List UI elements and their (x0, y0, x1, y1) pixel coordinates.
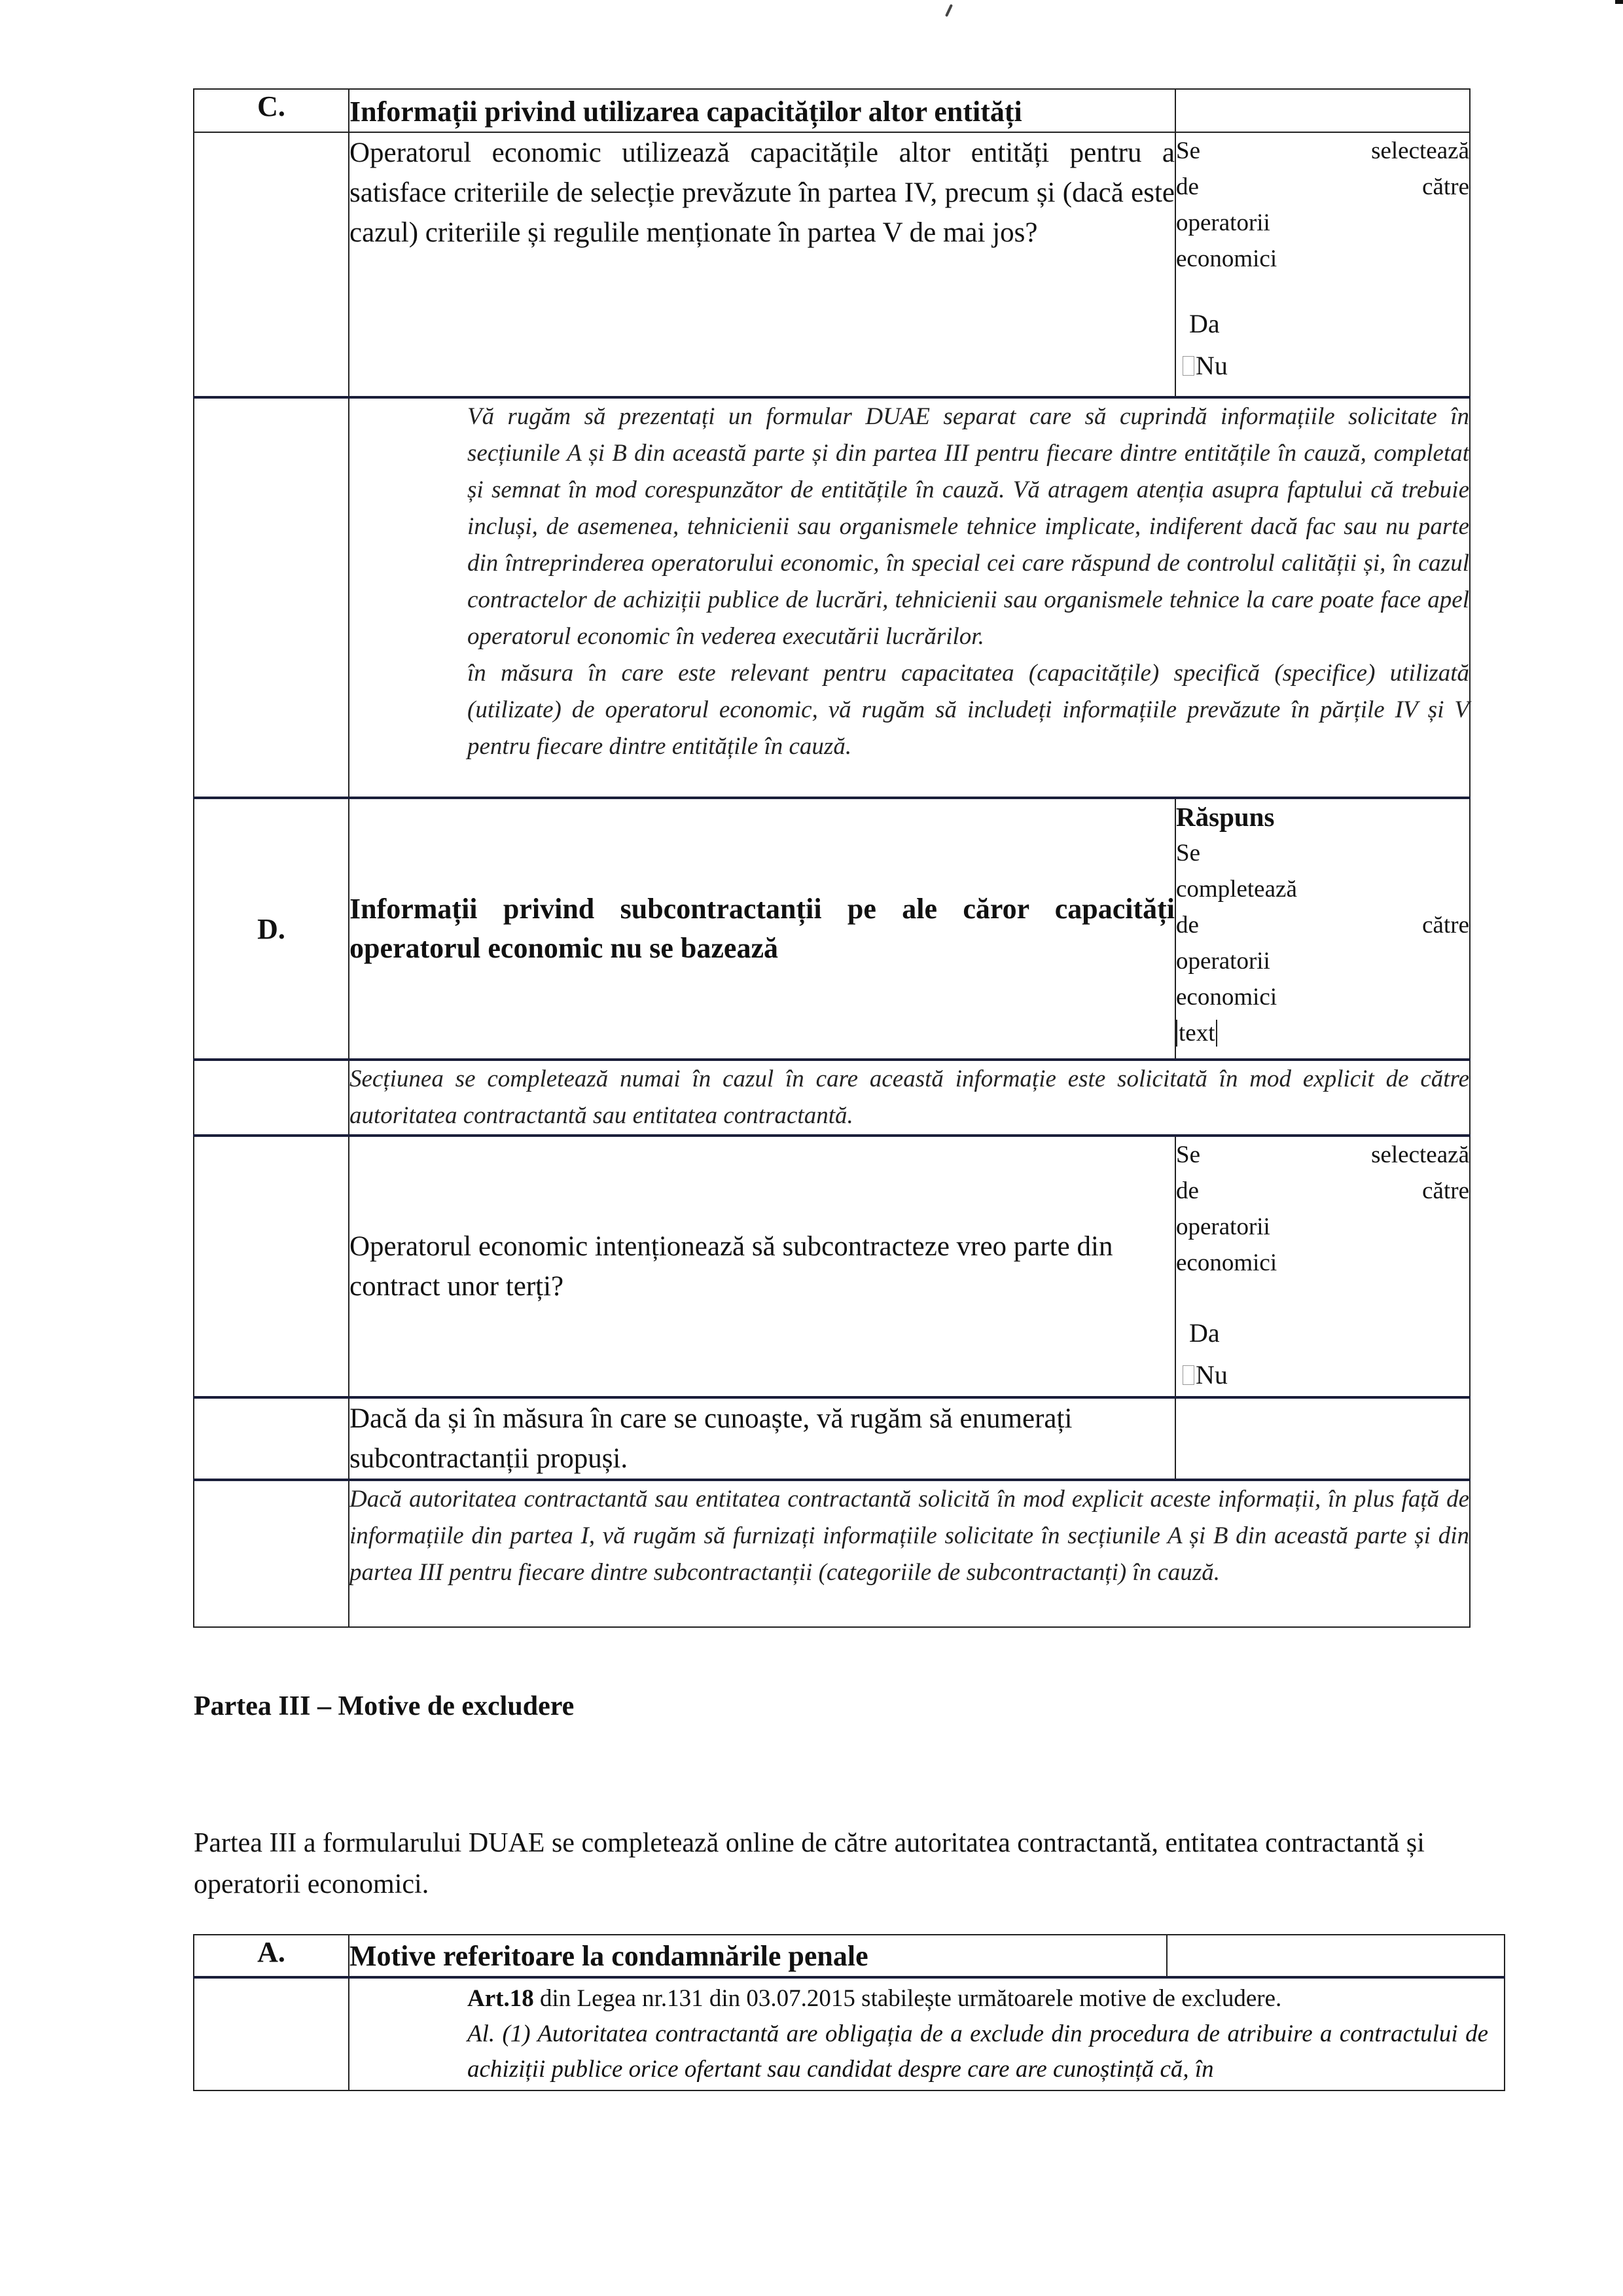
section-d-question: Operatorul economic intenționează să subcontracteze vreo parte din contract unor terți? (349, 1136, 1175, 1397)
option-yes[interactable] (1176, 303, 1469, 345)
answer-hint-line: operatorii (1176, 1213, 1270, 1240)
option-yes-label: Da (1189, 1318, 1220, 1348)
section-d-question-row (194, 1136, 1470, 1397)
section-c-header-empty (1175, 89, 1470, 132)
section-a-title: Motive referitoare la condamnările penale (349, 1935, 1167, 1977)
answer-hint-line: de către (1176, 912, 1469, 939)
duae-table-part-ii (193, 88, 1471, 1628)
empty-cell (194, 1136, 349, 1397)
option-yes-label: Da (1189, 309, 1220, 338)
section-d-title: Informații privind subcontractanții pe ale căror capacități operatorul economic nu se bazează (349, 798, 1175, 1060)
answer-hint-line: de către (1176, 1177, 1469, 1204)
section-c-note-row (194, 397, 1470, 798)
section-d-answer-input[interactable] (1175, 1397, 1470, 1480)
answer-hint-line: operatorii (1176, 948, 1270, 975)
option-no[interactable] (1176, 345, 1469, 387)
section-c-header-row (194, 89, 1470, 132)
section-c-notes (349, 397, 1470, 798)
section-a-article (467, 1981, 1488, 2017)
scan-artifact-edge (1615, 0, 1623, 4)
answer-label: Răspuns (1176, 802, 1275, 832)
empty-cell (194, 132, 349, 397)
answer-hint-line: economici (1176, 1249, 1277, 1276)
empty-cell (194, 1397, 349, 1480)
section-c-title: Informații privind utilizarea capacităților altor entități (349, 89, 1175, 132)
answer-hint-line: operatorii (1176, 209, 1270, 236)
section-d-answer-cell (1175, 798, 1470, 1060)
section-a-header-empty (1167, 1935, 1505, 1977)
section-d-note-2-row (194, 1480, 1470, 1627)
answer-hint-line: Se (1176, 840, 1200, 867)
empty-cell (194, 397, 349, 798)
section-a-letter: A. (194, 1935, 349, 1977)
section-d-select-cell (1175, 1136, 1470, 1397)
part-iii-heading: Partea III – Motive de excludere (194, 1691, 575, 1721)
empty-cell (194, 1977, 349, 2090)
scan-artifact-mark (945, 4, 953, 17)
section-a-body-row (194, 1977, 1505, 2090)
option-yes[interactable] (1176, 1312, 1469, 1354)
option-no-label: Nu (1196, 1360, 1228, 1390)
answer-hint-line: economici (1176, 984, 1277, 1011)
answer-hint-line: de către (1176, 173, 1469, 200)
checkbox-icon[interactable] (1183, 356, 1194, 376)
empty-cell (194, 1060, 349, 1136)
section-a-paragraph: Al. (1) Autoritatea contractantă are obligația de a exclude din procedura de atribuire a contractului de achiziții publice orice ofertant sau candidat despre care are cunoștință că, în (467, 2020, 1488, 2083)
section-d-question-2-row (194, 1397, 1470, 1480)
article-text: din Legea nr.131 din 03.07.2015 stabilește următoarele motive de excludere. (533, 1985, 1282, 2012)
answer-text-field[interactable]: text (1176, 1020, 1217, 1047)
part-iii-intro: Partea III a formularului DUAE se completează online de către autoritatea contractantă, entitatea contractantă și operatorii economici. (194, 1828, 1425, 1899)
section-c-note-2: în măsura în care este relevant pentru capacitatea (capacitățile) specifică (specifice) utilizată (utilizate) de operatorul economic, vă rugăm să includeți informațiile prevăzute în părțile IV și V pentru fiecare dintre entitățile în cauză. (467, 660, 1469, 760)
section-d-question-2: Dacă da și în măsura în care se cunoaște, vă rugăm să enumerați subcontractanții propuși. (349, 1397, 1175, 1480)
article-label: Art.18 (467, 1985, 534, 2012)
section-c-answer-cell (1175, 132, 1470, 397)
section-c-question: Operatorul economic utilizează capacitățile altor entități pentru a satisface criteriile de selecție prevăzute în partea IV, precum și (dacă este cazul) criteriile și regulile menționate în partea V de mai jos? (349, 132, 1175, 397)
option-no[interactable] (1176, 1354, 1469, 1396)
duae-table-part-iii (193, 1934, 1505, 2091)
section-c-note-1: Vă rugăm să prezentați un formular DUAE separat care să cuprindă informațiile solicitate în secțiunile A și B din această parte și din partea III pentru fiecare dintre entitățile în cauză, completat și semnat în mod corespunzător de entitățile în cauză. Vă atragem atenția asupra faptului că trebuie incluși, de asemenea, tehnicienii sau organismele tehnice implicate, indiferent dacă fac sau nu parte din întreprinderea operatorului economic, în special cei care răspund de controlul calității și, în cazul contractelor de achiziții publice de lucrări, tehnicienii sau organismele tehnice la care poate face apel operatorul economic în vederea executării lucrărilor. (467, 403, 1469, 650)
answer-hint-line: Se selectează (1176, 137, 1469, 164)
section-d-header-row (194, 798, 1470, 1060)
answer-hint-line: economici (1176, 245, 1277, 272)
section-c-question-row (194, 132, 1470, 397)
option-no-label: Nu (1196, 351, 1228, 380)
answer-hint-line: Se selectează (1176, 1141, 1469, 1168)
checkbox-icon[interactable] (1183, 1365, 1194, 1385)
section-d-note-2: Dacă autoritatea contractantă sau entitatea contractantă solicită în mod explicit aceste informații, în plus față de informațiile din partea I, vă rugăm să furnizați informațiile solicitate în secțiunile A și B din această parte și din partea III pentru fiecare dintre subcontractanții (categoriile de subcontractanți) în cauză. (349, 1480, 1470, 1627)
section-d-note-row (194, 1060, 1470, 1136)
section-a-header-row (194, 1935, 1505, 1977)
section-d-note-1: Secțiunea se completează numai în cazul în care această informație este solicitată în mod explicit de către autoritatea contractantă sau entitatea contractantă. (349, 1060, 1470, 1136)
answer-hint-line: completează (1176, 876, 1297, 903)
section-c-letter: C. (194, 89, 349, 132)
section-d-letter: D. (194, 798, 349, 1060)
empty-cell (194, 1480, 349, 1627)
section-a-body (349, 1977, 1505, 2090)
